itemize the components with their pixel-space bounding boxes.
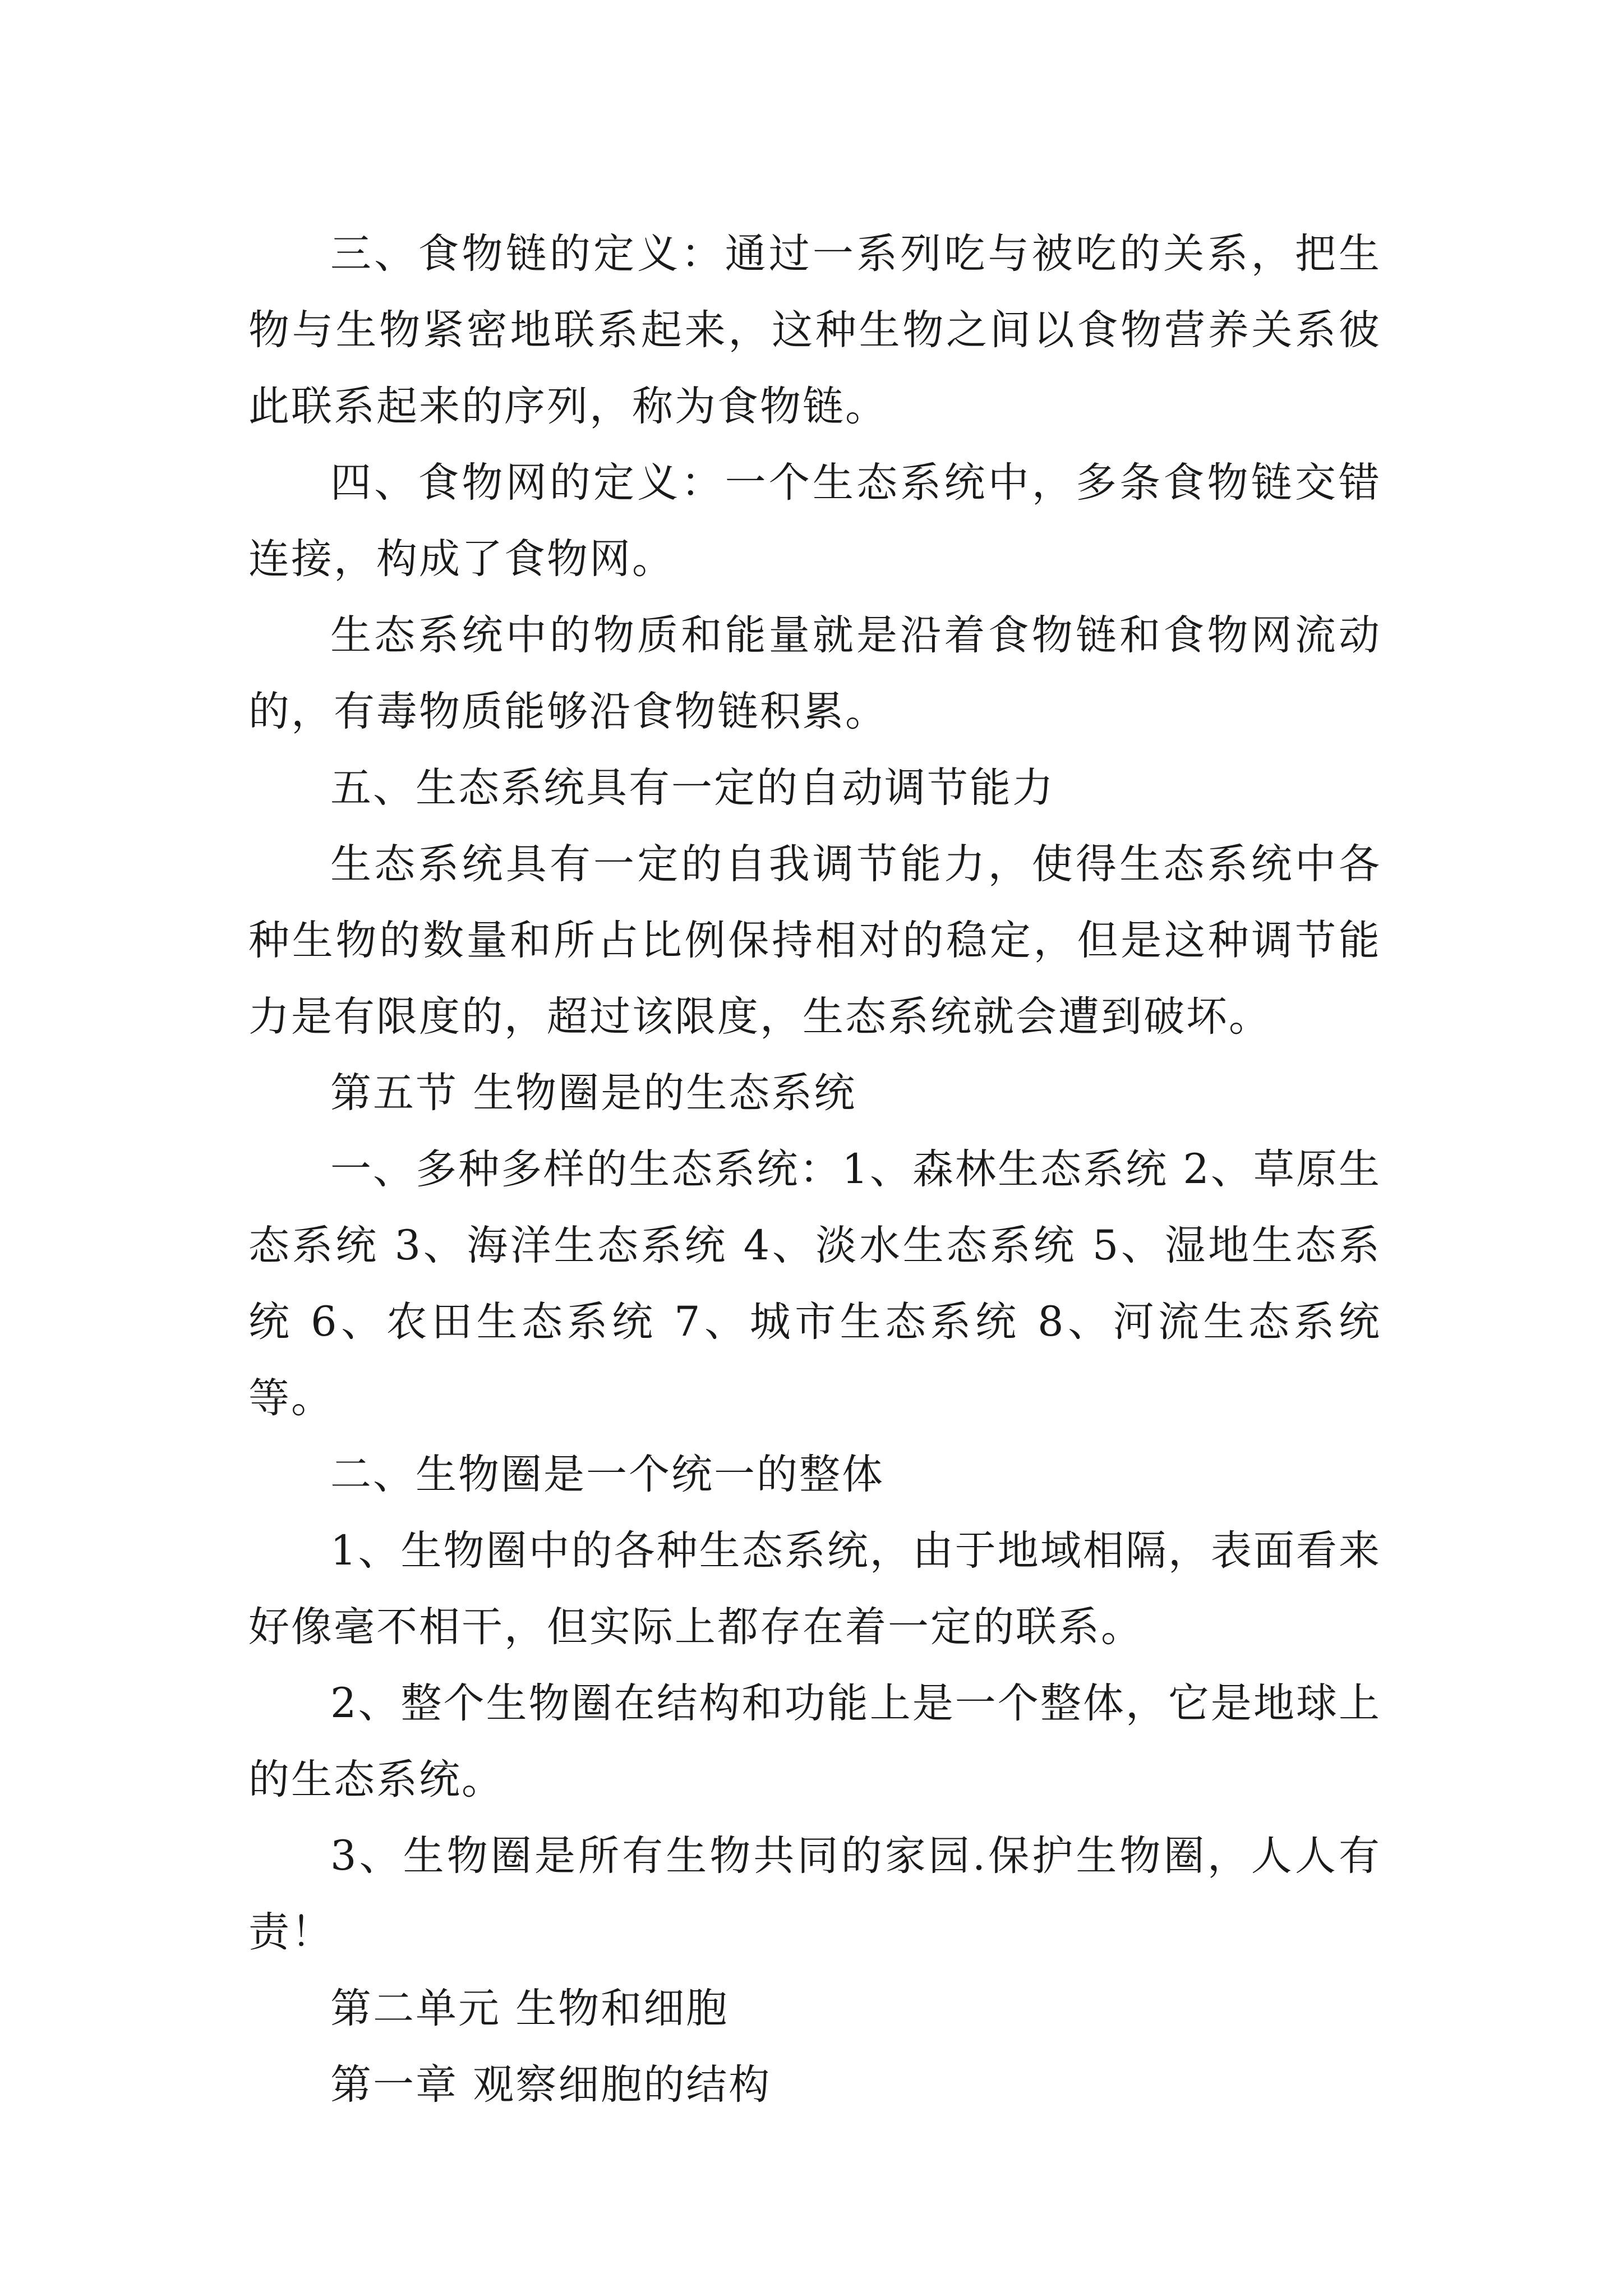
section-heading-biosphere: 第五节 生物圈是的生态系统 (330, 1069, 857, 1117)
paragraph-biosphere-unity-heading: 二、生物圈是一个统一的整体 (330, 1451, 884, 1498)
unit-heading: 第二单元 生物和细胞 (330, 1985, 729, 2032)
paragraph-self-regulation: 生态系统具有一定的自我调节能力，使得生态系统中各种生物的数量和所占比例保持相对的稳定，但是这种调节能力是有限度的，超过该限度，生态系统就会遭到破坏。 (248, 840, 1381, 1041)
paragraph-matter-energy-flow: 生态系统中的物质和能量就是沿着食物链和食物网流动的，有毒物质能够沿食物链积累。 (248, 611, 1381, 735)
paragraph-biosphere-point-3: 3、生物圈是所有生物共同的家园.保护生物圈，人人有责！ (248, 1832, 1381, 1956)
paragraph-biosphere-point-2: 2、整个生物圈在结构和功能上是一个整体，它是地球上的生态系统。 (248, 1680, 1381, 1803)
document-body (248, 216, 1381, 2123)
paragraph-food-chain-definition: 三、食物链的定义：通过一系列吃与被吃的关系，把生物与生物紧密地联系起来，这种生物之间以食物营养关系彼此联系起来的序列，称为食物链。 (248, 230, 1381, 430)
paragraph-food-web-definition: 四、食物网的定义：一个生态系统中，多条食物链交错连接，构成了食物网。 (248, 459, 1381, 583)
paragraph-ecosystem-types: 一、多种多样的生态系统：1、森林生态系统 2、草原生态系统 3、海洋生态系统 4、淡水生态系统 5、湿地生态系统 6、农田生态系统 7、城市生态系统 8、河流生态系统等。 (248, 1145, 1381, 1422)
paragraph-self-regulation-heading: 五、生态系统具有一定的自动调节能力 (330, 764, 1055, 812)
chapter-heading: 第一章 观察细胞的结构 (330, 2061, 772, 2109)
paragraph-biosphere-point-1: 1、生物圈中的各种生态系统，由于地域相隔，表面看来好像毫不相干，但实际上都存在着一定的联系。 (248, 1527, 1381, 1651)
